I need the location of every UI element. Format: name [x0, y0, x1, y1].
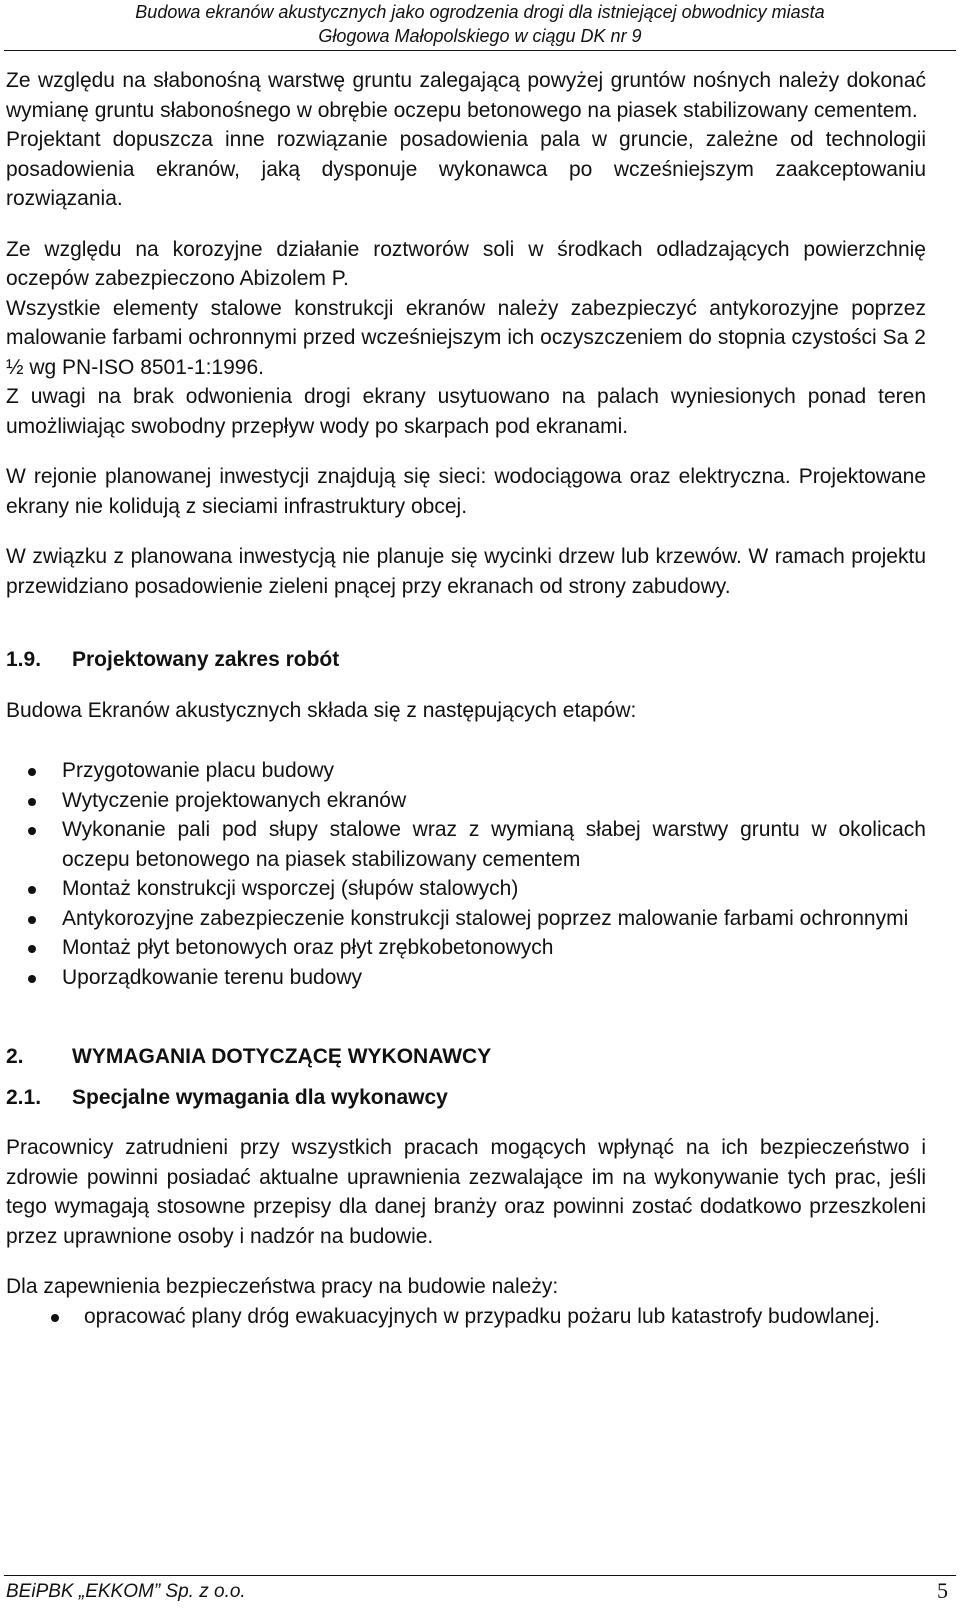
list-item: Montaż płyt betonowych oraz płyt zrębkobetonowych — [6, 933, 926, 963]
document-body — [6, 66, 926, 1331]
section-title: WYMAGANIA DOTYCZĄCĘ WYKONAWCY — [72, 1045, 492, 1068]
paragraph-alternative-foundation: Projektant dopuszcza inne rozwiązanie posadowienia pala w gruncie, zależne od technologii posadowienia ekranów, jaką dysponuje wykonawca po wcześniejszym zaakceptowaniu rozwiązania. — [6, 128, 926, 210]
header-line-1: Budowa ekranów akustycznych jako ogrodzenia drogi dla istniejącej obwodnicy miasta — [135, 2, 825, 22]
paragraph-soil-replacement: Ze względu na słabonośną warstwę gruntu zalegającą powyżej gruntów nośnych należy dokonać wymianę gruntu słabonośnego w obrębie oczepu betonowego na piasek stabilizowany cementem. — [6, 69, 926, 122]
footer-divider — [4, 1575, 956, 1576]
section-heading-2 — [6, 1042, 926, 1072]
paragraph-stages-intro: Budowa Ekranów akustycznych składa się z następujących etapów: — [6, 698, 637, 722]
list-item: Wytyczenie projektowanych ekranów — [6, 786, 926, 816]
list-item: opracować plany dróg ewakuacyjnych w przypadku pożaru lub katastrofy budowlanej. — [6, 1302, 926, 1332]
header-divider — [4, 50, 956, 51]
section-heading-1-9 — [6, 645, 926, 675]
paragraph-safety-intro: Dla zapewnienia bezpieczeństwa pracy na budowie należy: — [6, 1275, 559, 1298]
safety-list — [6, 1302, 926, 1332]
list-item: Uporządkowanie terenu budowy — [6, 963, 926, 993]
header-line-2: Głogowa Małopolskiego w ciągu DK nr 9 — [318, 26, 642, 46]
page-header — [0, 0, 960, 48]
section-title: Projektowany zakres robót — [72, 648, 340, 671]
section-title: Specjalne wymagania dla wykonawcy — [72, 1085, 448, 1109]
footer-company: BEiPBK „EKKOM” Sp. z o.o. — [6, 1581, 246, 1602]
stages-list — [6, 756, 926, 992]
paragraph-utilities: W rejonie planowanej inwestycji znajdują się sieci: wodociągowa oraz elektryczna. Projektowane ekrany nie kolidują z sieciami infrastruktury obcej. — [6, 465, 926, 518]
list-item: Przygotowanie placu budowy — [6, 756, 926, 786]
list-item: Montaż konstrukcji wsporczej (słupów stalowych) — [6, 874, 926, 904]
paragraph-greenery: W związku z planowana inwestycją nie planuje się wycinki drzew lub krzewów. W ramach projektu przewidziano posadowienie zieleni pnącej przy ekranach od strony zabudowy. — [6, 545, 926, 598]
section-number: 2. — [6, 1045, 24, 1068]
list-item: Wykonanie pali pod słupy stalowe wraz z wymianą słabej warstwy gruntu w okolicach oczepu betonowego na piasek stabilizowany cementem — [6, 815, 926, 874]
page-number: 5 — [937, 1578, 948, 1603]
paragraph-drainage: Z uwagi na brak odwonienia drogi ekrany usytuowano na palach wyniesionych ponad teren umożliwiając swobodny przepływ wody po skarpach pod ekranami. — [6, 385, 926, 438]
paragraph-steel-protection: Wszystkie elementy stalowe konstrukcji ekranów należy zabezpieczyć antykorozyjne poprzez malowanie farbami ochronnymi przed wcześniejszym ich oczyszczeniem do stopnia czystości Sa 2 ½ wg PN-ISO 8501-1:1996. — [6, 296, 926, 379]
paragraph-worker-qualifications: Pracownicy zatrudnieni przy wszystkich pracach mogących wpłynąć na ich bezpieczeństwo i zdrowie powinni posiadać aktualne uprawnienia zezwalające im na wykonywanie tych prac, jeśli tego wymagają stosowne przepisy dla danej branży oraz powinni zostać dodatkowo przeszkoleni przez uprawnione osoby i nadzór na budowie. — [6, 1136, 926, 1248]
list-item: Antykorozyjne zabezpieczenie konstrukcji stalowej poprzez malowanie farbami ochronnymi — [6, 904, 926, 934]
section-number: 1.9. — [6, 648, 42, 671]
section-number: 2.1. — [6, 1085, 42, 1109]
paragraph-corrosion-salt: Ze względu na korozyjne działanie roztworów soli w środkach odladzających powierzchnię oczepów zabezpieczono Abizolem P. — [6, 237, 926, 290]
section-heading-2-1 — [6, 1083, 926, 1113]
